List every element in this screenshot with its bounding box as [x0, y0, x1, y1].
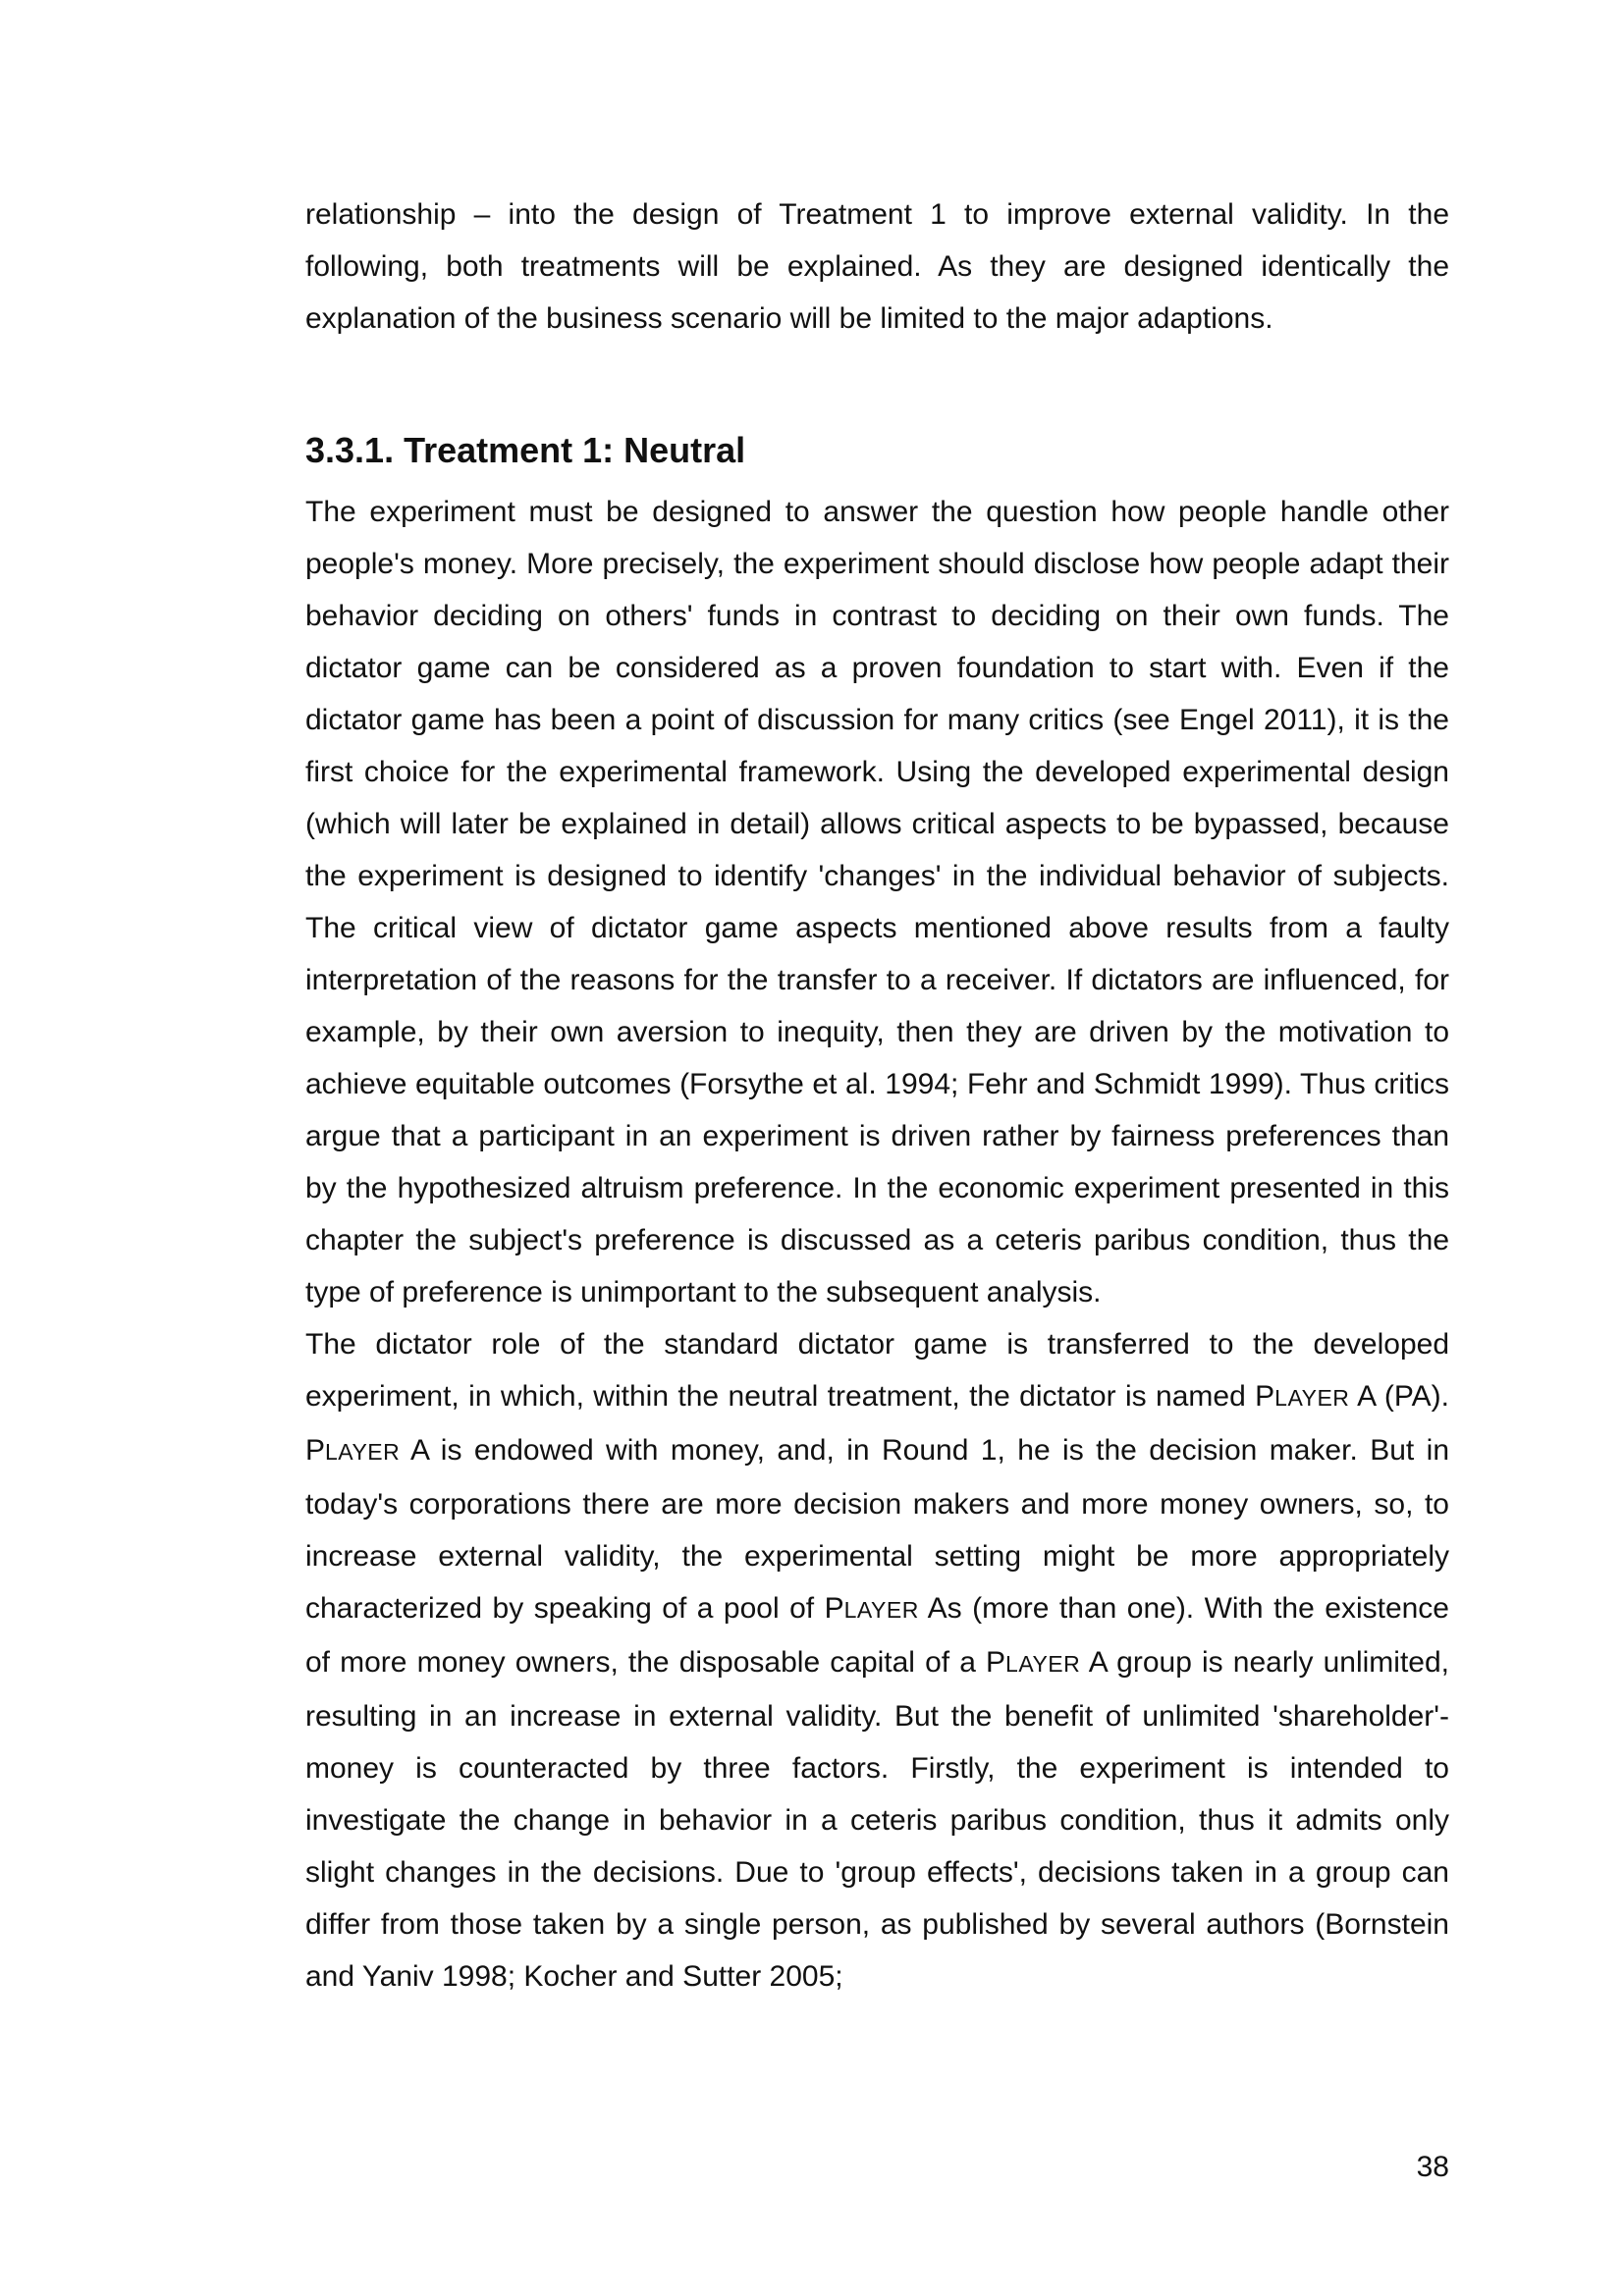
- small-caps-term: PLAYER: [305, 1434, 401, 1467]
- page-content: [305, 188, 1449, 2002]
- section-heading: 3.3.1. Treatment 1: Neutral: [305, 430, 746, 470]
- body-paragraph-1: The experiment must be designed to answer the question how people handle other people's money. More precisely, the experiment should disclose how people adapt their behavior deciding on others' funds in contrast to deciding on their own funds. The dictator game can be considered as a proven foundation to start with. Even if the dictator game has been a point of discussion for many critics (see Engel 2011), it is the first choice for the experimental framework. Using the developed experimental design (which will later be explained in detail) allows critical aspects to be bypassed, because the experiment is designed to identify 'changes' in the individual behavior of subjects. The critical view of dictator game aspects mentioned above results from a faulty interpretation of the reasons for the transfer to a receiver. If dictators are influenced, for example, by their own aversion to inequity, then they are driven by the motivation to achieve equitable outcomes (Forsythe et al. 1994; Fehr and Schmidt 1999). Thus critics argue that a participant in an experiment is driven rather by fairness preferences than by the hypothesized altruism preference. In the economic experiment presented in this chapter the subject's preference is discussed as a ceteris paribus condition, thus the type of preference is unimportant to the subsequent analysis.: [305, 496, 1449, 1308]
- text-segment: A (PA).: [1349, 1380, 1449, 1413]
- small-caps-term: PLAYER: [986, 1646, 1081, 1679]
- page-number: 38: [1416, 2151, 1449, 2183]
- body-paragraph-2: [305, 1318, 1449, 2002]
- text-segment: As (more than one). With the existence of more money owners, the disposable capital of a: [305, 1592, 1449, 1679]
- small-caps-term: PLAYER: [1255, 1380, 1350, 1413]
- text-segment: A group is nearly unlimited, resulting in an increase in external validity. But the benefit of unlimited 'shareholder'-money is counteracted by three factors. Firstly, the experiment is intended to investigate the change in behavior in a ceteris paribus condition, thus it admits only slight changes in the decisions. Due to 'group effects', decisions taken in a group can differ from those taken by a single person, as published by several authors (Bornstein and Yaniv 1998; Kocher and Sutter 2005;: [305, 1646, 1449, 1993]
- intro-paragraph: relationship – into the design of Treatment 1 to improve external validity. In the following, both treatments will be explained. As they are designed identically the explanation of the business scenario will be limited to the major adaptions.: [305, 198, 1449, 335]
- text-segment: A is endowed with money, and, in Round 1, he is the decision maker. But in today's corporations there are more decision makers and more money owners, so, to increase external validity, the experimental setting might be more appropriately characterized by speaking of a pool of: [305, 1434, 1449, 1625]
- small-caps-term: PLAYER: [824, 1592, 919, 1625]
- text-segment: The dictator role of the standard dictator game is transferred to the developed experiment, in which, within the neutral treatment, the dictator is named: [305, 1328, 1449, 1413]
